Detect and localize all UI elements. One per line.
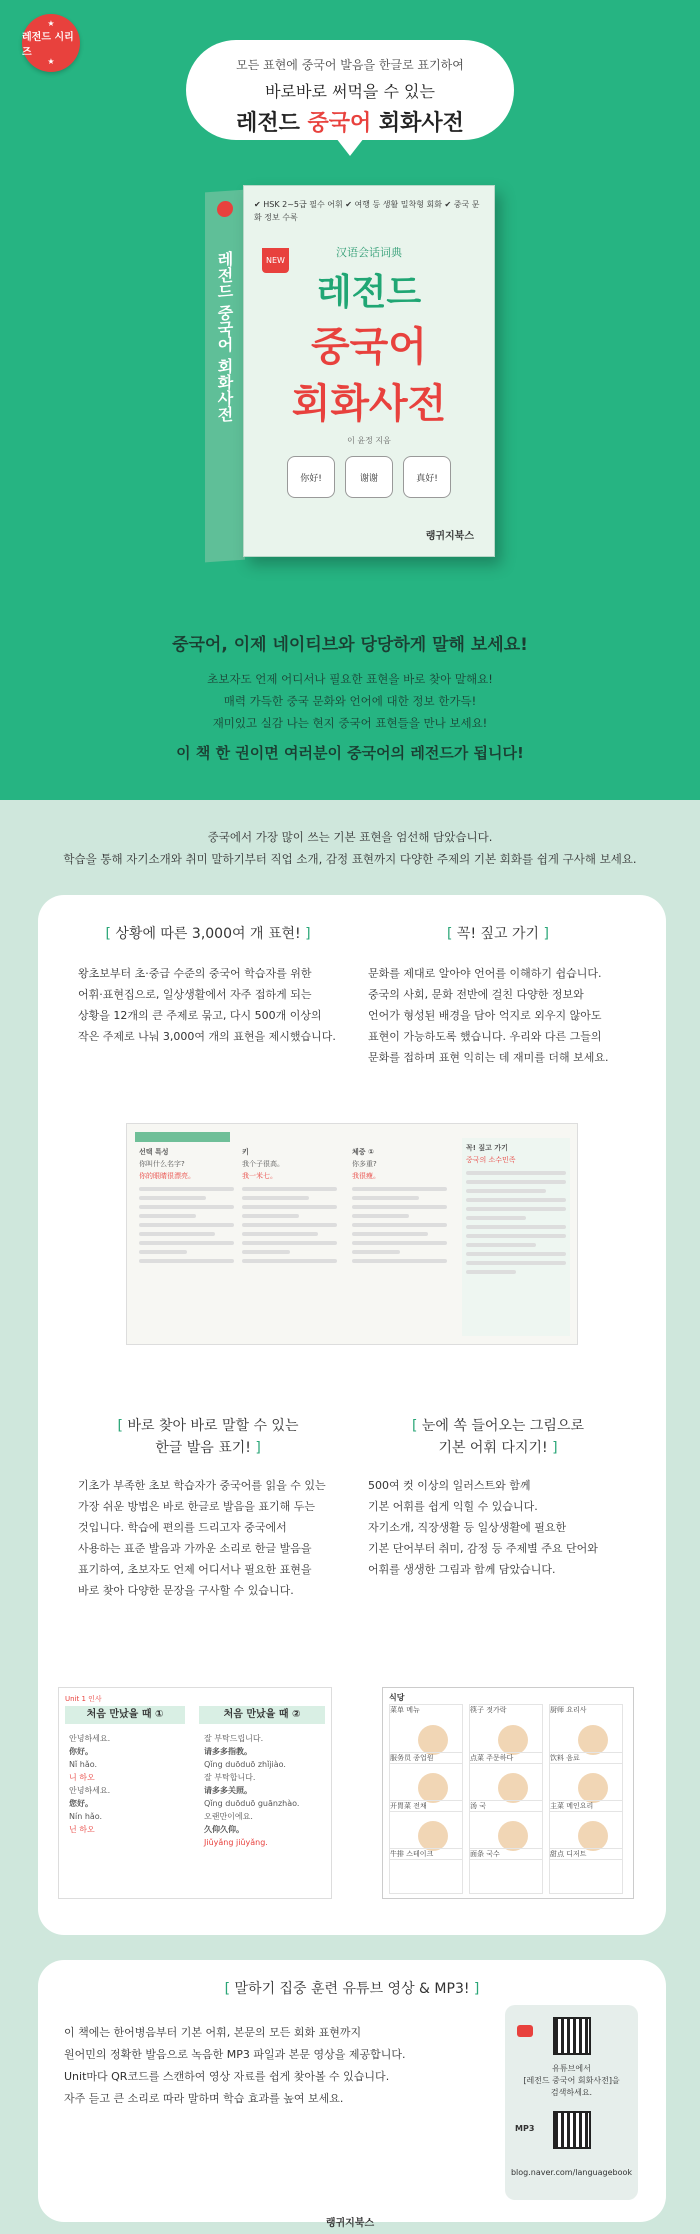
para-line: 사용하는 표준 발음과 가까운 소리로 한글 발음을 [78, 1542, 312, 1555]
vocab-word: 面条 국수 [470, 1850, 500, 1858]
speech-line1: 모든 표현에 중국어 발음을 한글로 표기하여 [236, 58, 464, 72]
headline: 중국어, 이제 네이티브와 당당하게 말해 보세요! [172, 635, 528, 655]
lesson-screenshot [58, 1687, 332, 1899]
cover-bubble: 真好! [403, 456, 451, 498]
mini-lines [352, 1187, 447, 1263]
para-line: 기본 단어부터 취미, 감정 등 주제별 주요 단어와 [368, 1542, 598, 1555]
lesson-line: 닌 하오 [69, 1825, 95, 1834]
features-card [38, 895, 666, 1935]
vocab-word: 饮料 음료 [550, 1754, 580, 1762]
speech-bubble [186, 40, 514, 140]
intro-line: 중국에서 가장 많이 쓰는 기본 표현을 엄선해 담았습니다. [207, 830, 493, 844]
media-card [38, 1960, 666, 2222]
feature1-title: [ 상황에 따른 3,000여 개 표현! ] [105, 926, 311, 942]
book-spine [205, 190, 245, 563]
cover-publisher: 랭귀지북스 [425, 531, 474, 542]
speech-title-b: 회화사전 [371, 111, 464, 136]
spread-col3 [352, 1146, 447, 1268]
para-line: 중국의 사회, 문화 전반에 걸친 다양한 정보와 [368, 988, 584, 1001]
series-badge-label: 레전드 시리즈 [22, 32, 74, 58]
sub-line: 초보자도 언제 어디서나 필요한 표현을 바로 찾아 말해요! [207, 672, 493, 686]
food-icon [578, 1773, 608, 1803]
spread-col4-head: 꼭! 짚고 가기 [466, 1144, 508, 1152]
lesson-line: 니 하오 [69, 1773, 95, 1782]
spread-phrase: 你叫什么名字? [139, 1160, 185, 1168]
vocab-word: 菜单 메뉴 [390, 1706, 420, 1714]
spread-col3-head: 체중 ① [352, 1148, 374, 1156]
feature3-title: [ 바로 찾아 바로 말할 수 있는 한글 발음 표기! ] [117, 1418, 299, 1456]
para-line: 문화를 접하며 표현 익히는 데 재미를 더해 보세요. [368, 1051, 609, 1064]
lesson-line: 오랜만이에요. [204, 1812, 253, 1821]
mini-lines [242, 1187, 337, 1263]
qr-panel [505, 2005, 638, 2200]
cover-title1: 레전드 [316, 272, 422, 313]
food-icon [498, 1725, 528, 1755]
book-image [205, 185, 495, 565]
speech-line2: 바로바로 써먹을 수 있는 [265, 82, 435, 101]
vocab-cell [469, 1848, 543, 1894]
lesson-line: Qǐng duōduō zhǐjiào. [204, 1760, 286, 1769]
media-title: [ 말하기 집중 훈련 유튜브 영상 & MP3! ] [224, 1981, 480, 1997]
lesson-line: 请多多指教。 [204, 1747, 252, 1756]
lesson-head-left: 처음 만났을 때 ① [65, 1706, 185, 1724]
lesson-line: 您好。 [69, 1799, 93, 1808]
intro-text [0, 826, 700, 870]
cover-bubble: 谢谢 [345, 456, 393, 498]
cover-author: 이 윤정 지음 [347, 436, 391, 445]
sub-line: 매력 가득한 중국 문화와 언어에 대한 정보 한가득! [223, 694, 477, 708]
para-line: 표기하여, 초보자도 언제 어디서나 필요한 표현을 [78, 1563, 312, 1576]
para-line: 어휘를 생생한 그림과 함께 담았습니다. [368, 1563, 556, 1576]
food-icon [418, 1773, 448, 1803]
para-line: 언어가 형성된 배경을 담아 억지로 외우지 않아도 [368, 1009, 602, 1022]
spread-col1-head: 선택 특성 [139, 1148, 169, 1156]
new-label: NEW [262, 248, 289, 273]
para-line: 작은 주제로 나눠 3,000여 개의 표현을 제시했습니다. [78, 1030, 336, 1043]
para-line: 기초가 부족한 초보 학습자가 중국어를 읽을 수 있는 [78, 1479, 326, 1492]
speech-title [186, 106, 514, 137]
qr-text-line: 유튜브에서 [552, 2064, 591, 2073]
feature1-title-text: 상황에 따른 3,000여 개 표현! [115, 926, 301, 942]
spread-col4 [462, 1138, 570, 1336]
feature1-text [78, 963, 336, 1047]
lesson-line: Jiǔyǎng jiǔyǎng. [204, 1838, 268, 1847]
food-icon [418, 1725, 448, 1755]
para-line: 500여 컷 이상의 일러스트와 함께 [368, 1479, 531, 1492]
cover-checks: ✔ HSK 2~5급 필수 어휘 ✔ 여행 등 생활 밀착형 회화 ✔ 중국 문화 정보 수록 [254, 200, 480, 222]
star-icon: ★ [47, 57, 55, 66]
lesson-line: Qǐng duōduō guānzhào. [204, 1799, 300, 1808]
vocab-word: 服务员 종업원 [390, 1754, 434, 1762]
final-line: 이 책 한 권이면 여러분이 중국어의 레전드가 됩니다! [176, 744, 524, 762]
cover-title2: 중국어 [311, 324, 427, 370]
spread-phrase: 我一米七。 [242, 1172, 277, 1180]
feature4-title-line1: 눈에 쏙 들어오는 그림으로 [421, 1418, 585, 1434]
spread-screenshot [126, 1123, 578, 1345]
food-icon [498, 1821, 528, 1851]
qr-text-line: 검색하세요. [550, 2088, 593, 2097]
vocab-word: 甜点 디저트 [550, 1850, 587, 1858]
hero-section [0, 0, 700, 800]
feature4-title-line2: 기본 어휘 다지기! [438, 1440, 548, 1456]
vocab-word: 厨师 요리사 [550, 1706, 587, 1714]
food-icon [578, 1725, 608, 1755]
vocab-word: 筷子 젓가락 [470, 1706, 507, 1714]
feature4-title: [ 눈에 쏙 들어오는 그림으로 기본 어휘 다지기! ] [411, 1418, 585, 1456]
feature3-text [78, 1475, 326, 1601]
feature4-text [368, 1475, 598, 1580]
para-line: 왕초보부터 초·중급 수준의 중국어 학습자를 위한 [78, 967, 312, 980]
intro-line: 학습을 통해 자기소개와 취미 말하기부터 직업 소개, 감정 표현까지 다양한 주제의 기본 회화를 쉽게 구사해 보세요. [63, 852, 637, 866]
media-title-text: 말하기 집중 훈련 유튜브 영상 & MP3! [234, 1981, 470, 1997]
para-line: 표현이 가능하도록 했습니다. 우리와 다른 그들의 [368, 1030, 602, 1043]
spread-phrase: 我很瘦。 [352, 1172, 380, 1180]
lesson-line: 请多多关照。 [204, 1786, 252, 1795]
spread-col2 [242, 1146, 337, 1268]
mini-lines [139, 1187, 234, 1263]
lesson-line: 잘 부탁드립니다. [204, 1734, 264, 1743]
sub-line: 재미있고 실감 나는 현지 중국어 표현들을 만나 보세요! [212, 716, 488, 730]
para-line: 자주 듣고 큰 소리로 따라 말하며 학습 효과를 높여 보세요. [64, 2092, 344, 2105]
vocab-word: 开胃菜 전채 [390, 1802, 427, 1810]
sub-text [0, 668, 700, 734]
lesson-line: Nǐ hǎo. [69, 1760, 98, 1769]
speech-title-red: 중국어 [307, 111, 372, 136]
footer-logo: 랭귀지북스 [325, 2218, 375, 2229]
vocab-cell [389, 1848, 463, 1894]
feature2-text [368, 963, 609, 1068]
cover-title3: 회화사전 [291, 381, 447, 427]
mp3-qr-code[interactable] [553, 2111, 591, 2149]
cover-bubbles [244, 456, 494, 498]
spread-col4-title: 중국의 소수민족 [466, 1156, 516, 1164]
book-cover [243, 185, 495, 557]
star-icon: ★ [47, 19, 55, 28]
para-line: 바로 찾아 다양한 문장을 구사할 수 있습니다. [78, 1584, 294, 1597]
blog-url[interactable]: blog.naver.com/languagebook [510, 2168, 633, 2177]
vocab-screenshot [382, 1687, 634, 1899]
lesson-right-lines [204, 1732, 299, 1849]
youtube-search-text [505, 2063, 638, 2099]
vocab-cell [549, 1848, 623, 1894]
para-line: 가장 쉬운 방법은 바로 한글로 발음을 표기해 두는 [78, 1500, 315, 1513]
para-line: Unit마다 QR코드를 스캔하여 영상 자료를 쉽게 찾아볼 수 있습니다. [64, 2070, 390, 2083]
lesson-line: 久仰久仰。 [204, 1825, 244, 1834]
spread-phrase: 你多重? [352, 1160, 377, 1168]
speech-title-a: 레전드 [236, 111, 308, 136]
para-line: 문화를 제대로 알아야 언어를 이해하기 쉽습니다. [368, 967, 602, 980]
food-icon [498, 1773, 528, 1803]
series-badge [22, 14, 80, 72]
youtube-icon [517, 2025, 533, 2037]
para-line: 기본 어휘를 쉽게 익힐 수 있습니다. [368, 1500, 538, 1513]
spine-title: 레전드 중국어 회화사전 [215, 250, 234, 423]
para-line: 것입니다. 학습에 편의를 드리고자 중국에서 [78, 1521, 287, 1534]
spread-col2-head: 키 [242, 1148, 249, 1156]
para-line: 자기소개, 직장생활 등 일상생활에 필요한 [368, 1521, 567, 1534]
media-text [64, 2022, 406, 2110]
food-icon [578, 1821, 608, 1851]
para-line: 원어민의 정확한 발음으로 녹음한 MP3 파일과 본문 영상을 제공합니다. [64, 2048, 406, 2061]
lesson-line: 안녕하세요. [69, 1786, 111, 1795]
para-line: 어휘·표현집으로, 일상생활에서 자주 접하게 되는 [78, 988, 312, 1001]
feature3-title-line2: 한글 발음 표기! [155, 1440, 251, 1456]
food-icon [418, 1821, 448, 1851]
vocab-word: 点菜 주문하다 [470, 1754, 514, 1762]
feature3-title-line1: 바로 찾아 바로 말할 수 있는 [127, 1418, 299, 1434]
lesson-line: 你好。 [69, 1747, 93, 1756]
mini-lines [466, 1171, 566, 1274]
lesson-line: 안녕하세요. [69, 1734, 111, 1743]
vocab-word: 牛排 스테이크 [390, 1850, 434, 1858]
vocab-word: 主菜 메인요리 [550, 1802, 594, 1810]
vocab-word: 汤 국 [470, 1802, 486, 1810]
mp3-label: MP3 [515, 2124, 535, 2133]
lesson-unit-label: Unit 1 인사 [65, 1695, 102, 1703]
qr-text-line: [레전드 중국어 회화사전]을 [523, 2076, 620, 2085]
spread-col1 [139, 1146, 234, 1268]
cover-cn-title: 汉语会话词典 [336, 246, 402, 259]
feature2-title-text: 꼭! 짚고 가기 [456, 926, 540, 942]
para-line: 상황을 12개의 큰 주제로 묶고, 다시 500개 이상의 [78, 1009, 322, 1022]
youtube-qr-code[interactable] [553, 2017, 591, 2055]
lesson-head-right: 처음 만났을 때 ② [199, 1706, 325, 1724]
lesson-line: 잘 부탁합니다. [204, 1773, 256, 1782]
para-line: 이 책에는 한어병음부터 기본 어휘, 본문의 모든 회화 표현까지 [64, 2026, 362, 2039]
lesson-line: Nín hǎo. [69, 1812, 103, 1821]
spread-col-bar [135, 1132, 230, 1142]
cover-bubble: 你好! [287, 456, 335, 498]
feature2-title: [ 꼭! 짚고 가기 ] [447, 926, 549, 942]
spine-logo-icon [217, 200, 233, 217]
lesson-left-lines [69, 1732, 110, 1836]
spread-phrase: 你的眼睛很漂亮。 [139, 1172, 195, 1180]
spread-phrase: 我个子很高。 [242, 1160, 284, 1168]
vocab-title: 식당 [389, 1693, 405, 1702]
